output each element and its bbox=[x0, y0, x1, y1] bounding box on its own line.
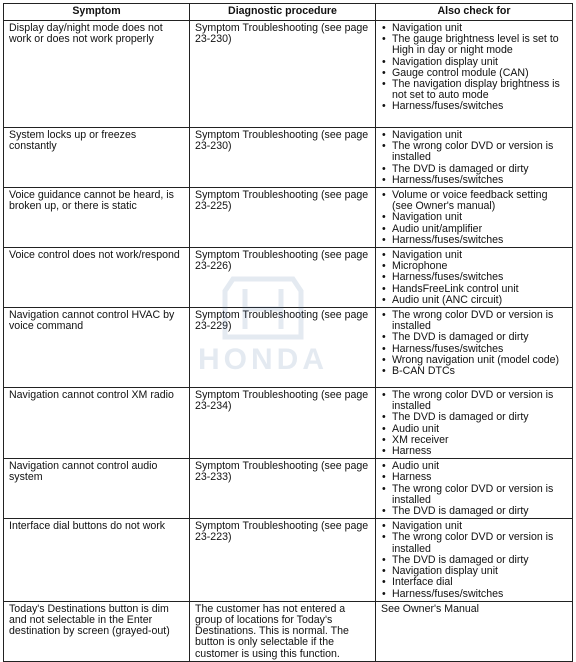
checks-cell bbox=[376, 519, 573, 601]
check-item: • The wrong color DVD or version is installed bbox=[381, 390, 568, 412]
procedure-cell: Symptom Troubleshooting (see page 23-230) bbox=[190, 21, 376, 128]
check-item: • Navigation unit bbox=[381, 130, 568, 141]
check-item: • HandsFreeLink control unit bbox=[381, 284, 568, 295]
header-symptom: Symptom bbox=[4, 4, 190, 21]
procedure-cell: Symptom Troubleshooting (see page 23-234) bbox=[190, 388, 376, 459]
procedure-cell: Symptom Troubleshooting (see page 23-229) bbox=[190, 308, 376, 388]
procedure-cell: Symptom Troubleshooting (see page 23-226) bbox=[190, 248, 376, 308]
checks-cell bbox=[376, 248, 573, 308]
check-list bbox=[381, 390, 568, 457]
check-item: • Microphone bbox=[381, 261, 568, 272]
check-item: • Interface dial bbox=[381, 577, 568, 588]
check-list bbox=[381, 250, 568, 306]
checks-cell bbox=[376, 459, 573, 519]
procedure-cell: Symptom Troubleshooting (see page 23-233) bbox=[190, 459, 376, 519]
table-row bbox=[4, 21, 573, 128]
symptom-cell: Voice guidance cannot be heard, is broken up, or there is static bbox=[4, 188, 190, 248]
check-item: • The wrong color DVD or version is installed bbox=[381, 532, 568, 554]
check-item: • The DVD is damaged or dirty bbox=[381, 332, 568, 343]
honda-logo-text: HONDA bbox=[198, 343, 328, 376]
check-list bbox=[381, 310, 568, 377]
checks-cell bbox=[376, 128, 573, 188]
troubleshooting-table bbox=[3, 3, 573, 662]
check-item: • Audio unit/amplifier bbox=[381, 224, 568, 235]
check-item: • Navigation display unit bbox=[381, 566, 568, 577]
symptom-cell: Navigation cannot control XM radio bbox=[4, 388, 190, 459]
procedure-cell: Symptom Troubleshooting (see page 23-230) bbox=[190, 128, 376, 188]
check-item: • XM receiver bbox=[381, 435, 568, 446]
check-item: • Harness bbox=[381, 446, 568, 457]
header-diagnostic-procedure: Diagnostic procedure bbox=[190, 4, 376, 21]
check-list bbox=[381, 521, 568, 599]
check-item: • Harness/fuses/switches bbox=[381, 175, 568, 186]
check-item: • Navigation unit bbox=[381, 250, 568, 261]
table-row bbox=[4, 601, 573, 661]
check-item: • Volume or voice feedback setting (see Owner's manual) bbox=[381, 190, 568, 212]
table-row bbox=[4, 308, 573, 388]
symptom-cell: Navigation cannot control audio system bbox=[4, 459, 190, 519]
procedure-cell: Symptom Troubleshooting (see page 23-225) bbox=[190, 188, 376, 248]
table-row bbox=[4, 459, 573, 519]
symptom-cell: Voice control does not work/respond bbox=[4, 248, 190, 308]
check-item: • Navigation display unit bbox=[381, 57, 568, 68]
checks-cell bbox=[376, 308, 573, 388]
check-item: • Navigation unit bbox=[381, 212, 568, 223]
table-row bbox=[4, 388, 573, 459]
check-item: • Audio unit (ANC circuit) bbox=[381, 295, 568, 306]
check-item: • B-CAN DTCs bbox=[381, 366, 568, 377]
symptom-cell: Interface dial buttons do not work bbox=[4, 519, 190, 601]
procedure-cell: The customer has not entered a group of locations for Today's Destinations. This is normal. The button is only selectable if the customer is using this function. bbox=[190, 601, 376, 661]
check-item: • Navigation unit bbox=[381, 521, 568, 532]
check-item: • Harness/fuses/switches bbox=[381, 589, 568, 600]
check-item: • The wrong color DVD or version is installed bbox=[381, 484, 568, 506]
check-item: • The navigation display brightness is not set to auto mode bbox=[381, 79, 568, 101]
check-list bbox=[381, 190, 568, 246]
check-item: • Harness/fuses/switches bbox=[381, 344, 568, 355]
check-item: • Harness/fuses/switches bbox=[381, 272, 568, 283]
check-item: • The DVD is damaged or dirty bbox=[381, 555, 568, 566]
checks-cell bbox=[376, 188, 573, 248]
troubleshooting-page bbox=[3, 3, 572, 662]
check-item: • Harness/fuses/switches bbox=[381, 235, 568, 246]
check-item: • The wrong color DVD or version is installed bbox=[381, 141, 568, 163]
symptom-cell: Navigation cannot control HVAC by voice command bbox=[4, 308, 190, 388]
check-item: • The wrong color DVD or version is installed bbox=[381, 310, 568, 332]
check-list bbox=[381, 130, 568, 186]
table-row bbox=[4, 248, 573, 308]
check-item: • The DVD is damaged or dirty bbox=[381, 506, 568, 517]
symptom-cell: Display day/night mode does not work or does not work properly bbox=[4, 21, 190, 128]
check-list bbox=[381, 461, 568, 517]
check-item: • The DVD is damaged or dirty bbox=[381, 412, 568, 423]
checks-cell bbox=[376, 388, 573, 459]
check-item: • Audio unit bbox=[381, 424, 568, 435]
check-item: • Wrong navigation unit (model code) bbox=[381, 355, 568, 366]
table-header-row bbox=[4, 4, 573, 21]
check-item: • Gauge control module (CAN) bbox=[381, 68, 568, 79]
checks-cell: See Owner's Manual bbox=[376, 601, 573, 661]
symptom-cell: System locks up or freezes constantly bbox=[4, 128, 190, 188]
table-row bbox=[4, 519, 573, 601]
check-item: • Harness bbox=[381, 472, 568, 483]
check-item: • Harness/fuses/switches bbox=[381, 101, 568, 112]
check-item: • The DVD is damaged or dirty bbox=[381, 164, 568, 175]
check-item: • The gauge brightness level is set to High in day or night mode bbox=[381, 34, 568, 56]
symptom-cell: Today's Destinations button is dim and not selectable in the Enter destination by screen (grayed-out) bbox=[4, 601, 190, 661]
check-list bbox=[381, 23, 568, 113]
check-item: • Navigation unit bbox=[381, 23, 568, 34]
table-row bbox=[4, 128, 573, 188]
checks-cell bbox=[376, 21, 573, 128]
table-row bbox=[4, 188, 573, 248]
header-also-check-for: Also check for bbox=[376, 4, 573, 21]
check-item: • Audio unit bbox=[381, 461, 568, 472]
procedure-cell: Symptom Troubleshooting (see page 23-223) bbox=[190, 519, 376, 601]
